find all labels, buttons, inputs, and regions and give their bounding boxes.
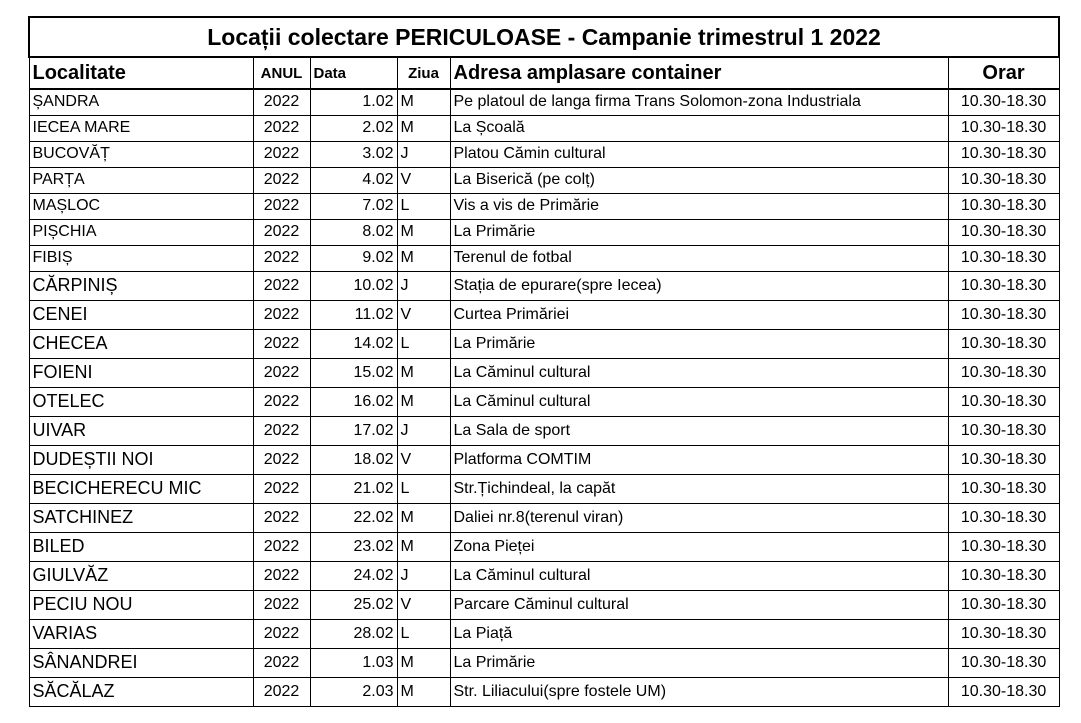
cell-date: 7.02 [310,193,397,219]
table-row [29,590,1059,619]
cell-date: 23.02 [310,532,397,561]
cell-hours: 10.30-18.30 [948,532,1059,561]
table-row [29,245,1059,271]
cell-locality: CĂRPINIȘ [29,271,253,300]
cell-day: M [397,648,450,677]
cell-date: 1.02 [310,89,397,115]
cell-year: 2022 [253,89,310,115]
cell-year: 2022 [253,387,310,416]
cell-date: 16.02 [310,387,397,416]
table-row [29,561,1059,590]
cell-address: Pe platoul de langa firma Trans Solomon-zona Industriala [450,89,948,115]
cell-address: La Primărie [450,329,948,358]
cell-hours: 10.30-18.30 [948,358,1059,387]
header-year: ANUL [253,57,310,89]
cell-hours: 10.30-18.30 [948,115,1059,141]
cell-locality: UIVAR [29,416,253,445]
cell-date: 9.02 [310,245,397,271]
cell-address: La Primărie [450,219,948,245]
cell-hours: 10.30-18.30 [948,167,1059,193]
cell-day: J [397,141,450,167]
cell-address: Terenul de fotbal [450,245,948,271]
cell-hours: 10.30-18.30 [948,590,1059,619]
cell-day: M [397,245,450,271]
cell-hours: 10.30-18.30 [948,245,1059,271]
cell-day: L [397,474,450,503]
table-row [29,219,1059,245]
header-row [29,57,1059,89]
cell-year: 2022 [253,245,310,271]
cell-year: 2022 [253,193,310,219]
cell-date: 25.02 [310,590,397,619]
table-row [29,648,1059,677]
cell-hours: 10.30-18.30 [948,141,1059,167]
cell-date: 14.02 [310,329,397,358]
cell-hours: 10.30-18.30 [948,300,1059,329]
cell-address: La Biserică (pe colț) [450,167,948,193]
table-row [29,358,1059,387]
cell-day: M [397,358,450,387]
table-row [29,677,1059,706]
cell-date: 2.02 [310,115,397,141]
header-address: Adresa amplasare container [450,57,948,89]
cell-hours: 10.30-18.30 [948,193,1059,219]
cell-address: Parcare Căminul cultural [450,590,948,619]
cell-locality: MAȘLOC [29,193,253,219]
title-row [29,17,1059,57]
cell-year: 2022 [253,677,310,706]
cell-locality: PIȘCHIA [29,219,253,245]
table-row [29,193,1059,219]
cell-address: La Căminul cultural [450,358,948,387]
cell-day: M [397,503,450,532]
cell-day: M [397,219,450,245]
cell-day: V [397,300,450,329]
header-day: Ziua [397,57,450,89]
cell-date: 18.02 [310,445,397,474]
cell-hours: 10.30-18.30 [948,503,1059,532]
cell-day: L [397,193,450,219]
cell-locality: PARȚA [29,167,253,193]
cell-hours: 10.30-18.30 [948,619,1059,648]
cell-locality: SĂCĂLAZ [29,677,253,706]
cell-hours: 10.30-18.30 [948,89,1059,115]
table-row [29,271,1059,300]
table-row [29,167,1059,193]
table-row [29,532,1059,561]
cell-date: 4.02 [310,167,397,193]
cell-address: Daliei nr.8(terenul viran) [450,503,948,532]
cell-address: Vis a vis de Primărie [450,193,948,219]
table-row [29,445,1059,474]
cell-year: 2022 [253,474,310,503]
cell-date: 24.02 [310,561,397,590]
cell-locality: GIULVĂZ [29,561,253,590]
cell-locality: OTELEC [29,387,253,416]
cell-year: 2022 [253,271,310,300]
table-row [29,300,1059,329]
cell-date: 15.02 [310,358,397,387]
cell-date: 11.02 [310,300,397,329]
cell-address: Platforma COMTIM [450,445,948,474]
cell-day: J [397,271,450,300]
cell-year: 2022 [253,141,310,167]
cell-locality: CENEI [29,300,253,329]
cell-year: 2022 [253,358,310,387]
cell-day: J [397,416,450,445]
table-row [29,619,1059,648]
cell-locality: VARIAS [29,619,253,648]
cell-year: 2022 [253,300,310,329]
cell-hours: 10.30-18.30 [948,648,1059,677]
cell-year: 2022 [253,115,310,141]
cell-address: Zona Pieței [450,532,948,561]
header-locality: Localitate [29,57,253,89]
cell-address: Str. Liliacului(spre fostele UM) [450,677,948,706]
cell-date: 21.02 [310,474,397,503]
cell-hours: 10.30-18.30 [948,219,1059,245]
cell-address: Stația de epurare(spre Iecea) [450,271,948,300]
cell-address: La Sala de sport [450,416,948,445]
cell-hours: 10.30-18.30 [948,387,1059,416]
cell-day: M [397,677,450,706]
cell-hours: 10.30-18.30 [948,561,1059,590]
cell-address: La Școală [450,115,948,141]
cell-year: 2022 [253,648,310,677]
table-row [29,89,1059,115]
table-row [29,474,1059,503]
collection-schedule-table [28,16,1060,707]
cell-locality: BUCOVĂȚ [29,141,253,167]
cell-day: M [397,115,450,141]
cell-hours: 10.30-18.30 [948,329,1059,358]
cell-day: V [397,590,450,619]
cell-day: L [397,619,450,648]
cell-day: L [397,329,450,358]
cell-address: La Căminul cultural [450,561,948,590]
cell-hours: 10.30-18.30 [948,445,1059,474]
header-date: Data [310,57,397,89]
cell-date: 2.03 [310,677,397,706]
table-row [29,141,1059,167]
table-row [29,329,1059,358]
cell-locality: SATCHINEZ [29,503,253,532]
table-row [29,416,1059,445]
cell-day: M [397,532,450,561]
cell-locality: CHECEA [29,329,253,358]
cell-day: J [397,561,450,590]
cell-year: 2022 [253,167,310,193]
cell-date: 8.02 [310,219,397,245]
cell-address: La Piață [450,619,948,648]
cell-locality: DUDEȘTII NOI [29,445,253,474]
cell-year: 2022 [253,503,310,532]
cell-locality: FIBIȘ [29,245,253,271]
cell-year: 2022 [253,561,310,590]
cell-day: V [397,167,450,193]
table-row [29,387,1059,416]
cell-date: 10.02 [310,271,397,300]
cell-locality: FOIENI [29,358,253,387]
cell-date: 17.02 [310,416,397,445]
table-row [29,115,1059,141]
cell-year: 2022 [253,445,310,474]
cell-locality: BECICHERECU MIC [29,474,253,503]
cell-hours: 10.30-18.30 [948,677,1059,706]
table-title: Locații colectare PERICULOASE - Campanie trimestrul 1 2022 [29,17,1059,57]
cell-date: 1.03 [310,648,397,677]
cell-date: 28.02 [310,619,397,648]
cell-hours: 10.30-18.30 [948,474,1059,503]
cell-day: M [397,89,450,115]
cell-year: 2022 [253,590,310,619]
table-row [29,503,1059,532]
cell-date: 3.02 [310,141,397,167]
cell-year: 2022 [253,619,310,648]
cell-address: La Căminul cultural [450,387,948,416]
cell-year: 2022 [253,416,310,445]
cell-year: 2022 [253,219,310,245]
cell-locality: BILED [29,532,253,561]
cell-locality: SÂNANDREI [29,648,253,677]
cell-address: La Primărie [450,648,948,677]
cell-hours: 10.30-18.30 [948,416,1059,445]
cell-year: 2022 [253,532,310,561]
cell-address: Str.Țichindeal, la capăt [450,474,948,503]
cell-day: V [397,445,450,474]
cell-hours: 10.30-18.30 [948,271,1059,300]
cell-locality: ȘANDRA [29,89,253,115]
cell-address: Platou Cămin cultural [450,141,948,167]
cell-day: M [397,387,450,416]
cell-date: 22.02 [310,503,397,532]
cell-address: Curtea Primăriei [450,300,948,329]
cell-year: 2022 [253,329,310,358]
cell-locality: IECEA MARE [29,115,253,141]
cell-locality: PECIU NOU [29,590,253,619]
header-hours: Orar [948,57,1059,89]
